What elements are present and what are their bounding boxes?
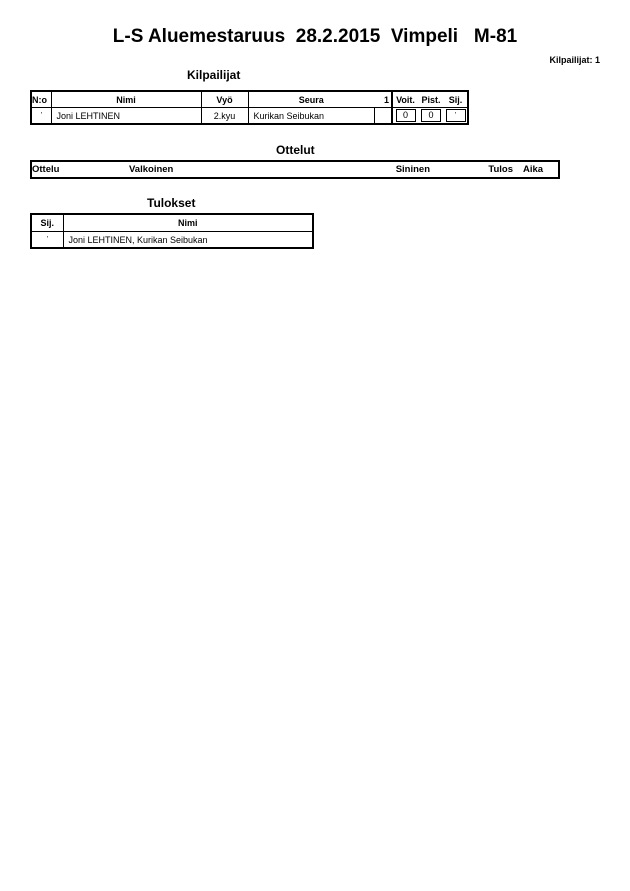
competitor-club: Kurikan Seibukan	[248, 108, 374, 125]
competitors-section-title: Kilpailijat	[187, 68, 241, 82]
table-row	[31, 108, 468, 125]
page-title: L-S Aluemestaruus 28.2.2015 Vimpeli M-81	[112, 26, 518, 47]
competitors-header-row	[31, 91, 468, 108]
competitor-belt: 2.kyu	[201, 108, 248, 125]
competitor-round-1	[374, 108, 392, 125]
results-table	[30, 213, 314, 249]
col-header-result-name: Nimi	[63, 214, 313, 232]
col-header-round-1: 1	[374, 91, 392, 108]
competitor-number: '	[31, 108, 51, 125]
table-row	[31, 232, 313, 249]
competitor-wins: 0	[396, 109, 416, 122]
col-header-match: Ottelu	[32, 164, 60, 175]
competitor-name: Joni LEHTINEN	[51, 108, 201, 125]
col-header-wins: Voit.	[392, 91, 418, 108]
col-header-name: Nimi	[51, 91, 201, 108]
col-header-white: Valkoinen	[129, 164, 174, 175]
col-header-rank: Sij.	[444, 91, 468, 108]
competitors-table	[30, 90, 469, 125]
competitor-points: 0	[421, 109, 441, 122]
col-header-points: Pist.	[418, 91, 444, 108]
competitor-wins-cell	[392, 108, 418, 125]
col-header-blue: Sininen	[395, 164, 430, 175]
competitor-rank: '	[446, 109, 466, 122]
competitor-count: Kilpailijat: 1	[549, 55, 600, 65]
results-header-row	[31, 214, 313, 232]
col-header-no: N:o	[31, 91, 51, 108]
competitor-points-cell	[418, 108, 444, 125]
col-header-result-rank: Sij.	[31, 214, 63, 232]
matches-header-row	[31, 161, 559, 178]
matches-section-title: Ottelut	[276, 143, 315, 157]
col-header-belt: Vyö	[201, 91, 248, 108]
matches-table	[30, 160, 560, 179]
col-header-result: Tulos	[488, 164, 513, 175]
result-name: Joni LEHTINEN, Kurikan Seibukan	[68, 234, 208, 245]
col-header-club: Seura	[248, 91, 374, 108]
competitor-rank-cell	[444, 108, 468, 125]
result-rank: '	[31, 232, 63, 249]
results-section-title: Tulokset	[147, 196, 196, 210]
col-header-time: Aika	[523, 164, 544, 175]
